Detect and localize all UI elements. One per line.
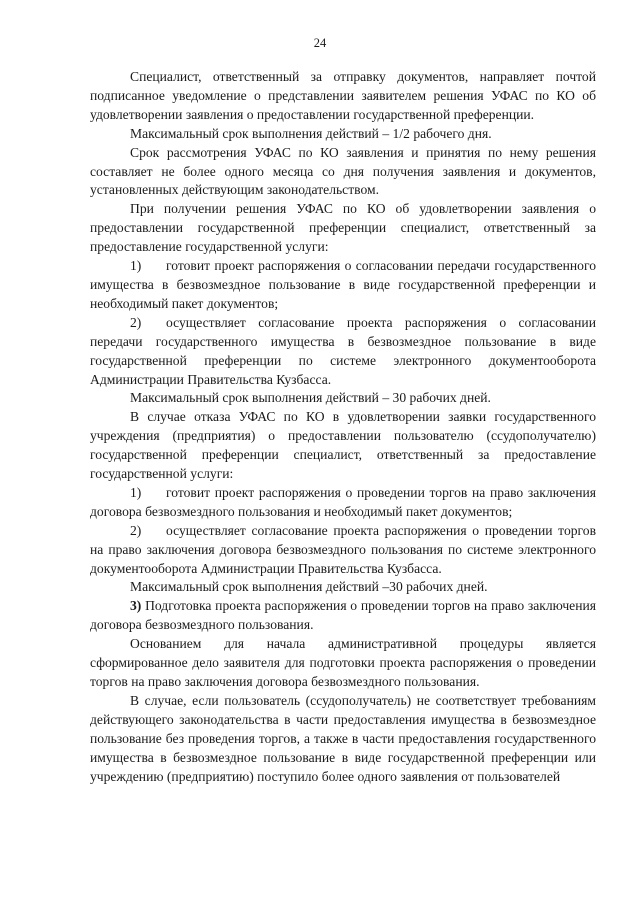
paragraph: Специалист, ответственный за отправку документов, направляет почтой подписанное уведомление о представлении заявителем решения УФАС по КО об удовлетворении заявления о предоставлении государственной преференции. bbox=[90, 69, 596, 122]
list-item-number: 1) bbox=[130, 484, 142, 500]
list-item-text: осуществляет согласование проекта распоряжения о проведении торгов на право заключения договора безвозмездного пользования по системе электронного документооборота Администрации Правительства Кузбасса. bbox=[90, 522, 596, 576]
paragraph: Максимальный срок выполнения действий – 30 рабочих дней. bbox=[130, 390, 491, 406]
paragraph: Основанием для начала административной процедуры является сформированное дело заявителя для подготовки проекта распоряжения о проведении торгов на право заключения договора безвозмездного пользования. bbox=[90, 636, 596, 689]
list-item-text: готовит проект распоряжения о проведении торгов на право заключения договора безвозмездного пользования и необходимый пакет документов; bbox=[90, 484, 596, 519]
section-title: Подготовка проекта распоряжения о проведении торгов на право заключения договора безвозмездного пользования. bbox=[90, 598, 596, 633]
list-item-number: 2) bbox=[130, 522, 142, 538]
list-item bbox=[90, 257, 596, 314]
section-number: 3) bbox=[130, 598, 142, 614]
list-item-text: осуществляет согласование проекта распоряжения о согласовании передачи государственного имущества в безвозмездное пользование в виде государственной преференции по системе электронного документооборота Администрации Правительства Кузбасса. bbox=[90, 314, 596, 387]
paragraph: Максимальный срок выполнения действий – 1/2 рабочего дня. bbox=[130, 125, 492, 141]
paragraph: В случае отказа УФАС по КО в удовлетворении заявки государственного учреждения (предприятия) о предоставлении пользователю (ссудополучателю) государственной преференции специалист, ответственный за предоставление государственной услуги: bbox=[90, 409, 596, 482]
document-body bbox=[90, 68, 596, 786]
paragraph: В случае, если пользователь (ссудополучатель) не соответствует требованиям действующего законодательства в части предоставления имущества в безвозмездное пользование без проведения торгов, а также в части предоставления государственного имущества в безвозмездное пользование в виде государственной преференции или учреждению (предприятию) поступило более одного заявления от пользователей bbox=[90, 692, 596, 784]
section-heading bbox=[90, 597, 596, 635]
paragraph: Максимальный срок выполнения действий –30 рабочих дней. bbox=[130, 579, 488, 595]
paragraph: Срок рассмотрения УФАС по КО заявления и принятия по нему решения составляет не более одного месяца со дня получения заявления и документов, установленных действующим законодательством. bbox=[90, 144, 596, 198]
paragraph: При получении решения УФАС по КО об удовлетворении заявления о предоставлении государственной преференции специалист, ответственный за предоставление государственной услуги: bbox=[90, 201, 596, 255]
list-item-text: готовит проект распоряжения о согласовании передачи государственного имущества в безвозмездное пользование в виде государственной преференции и необходимый пакет документов; bbox=[90, 258, 596, 311]
list-item bbox=[90, 522, 596, 579]
page-number: 24 bbox=[313, 36, 327, 50]
list-item-number: 1) bbox=[130, 258, 142, 274]
list-item-number: 2) bbox=[130, 314, 142, 330]
list-item bbox=[90, 484, 596, 522]
list-item bbox=[90, 314, 596, 390]
